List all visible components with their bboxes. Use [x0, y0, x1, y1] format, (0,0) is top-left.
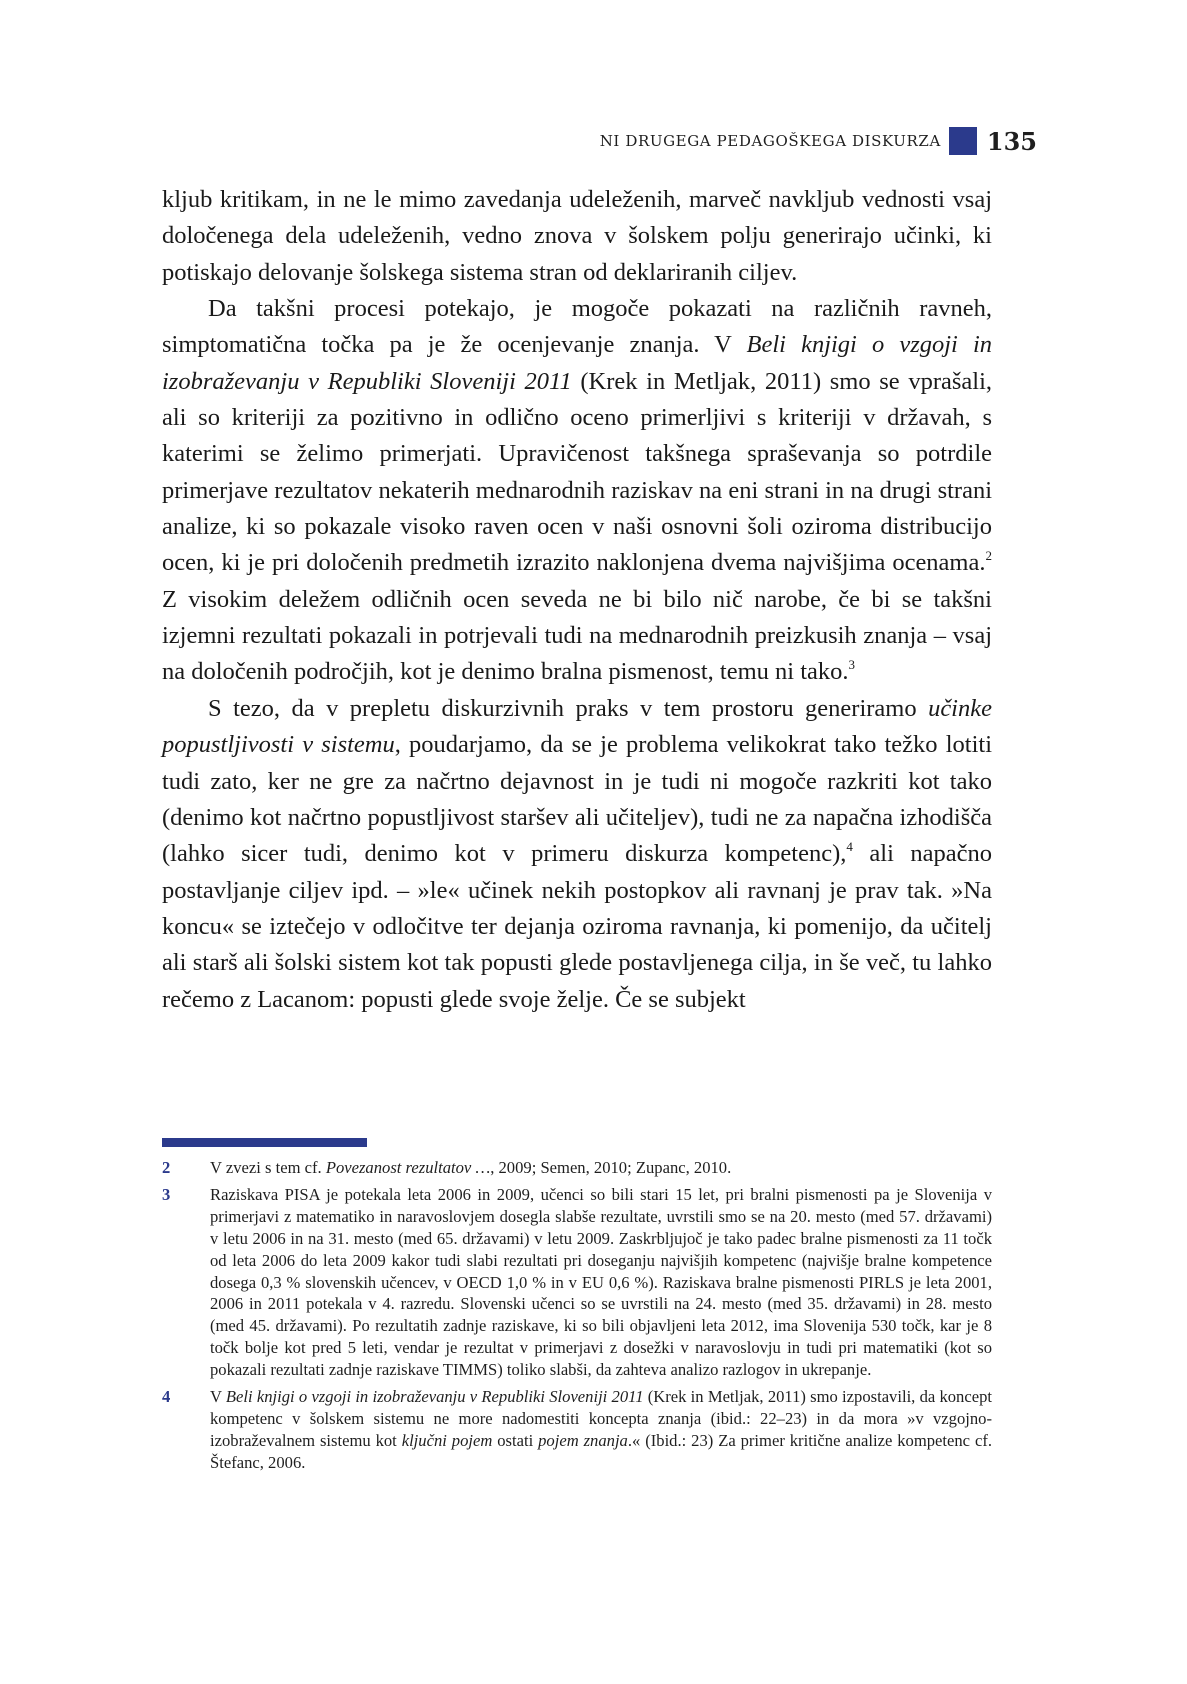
footnotes [162, 1157, 992, 1479]
footnote-italic-book-title: Beli knjigi o vzgoji in izobraževanju v Republiki Sloveniji 2011 [225, 1387, 644, 1407]
paragraph-3-text-a: S tezo, da v prepletu diskurzivnih praks v tem prostoru generiramo [208, 694, 929, 722]
footnote-number: 3 [162, 1184, 171, 1204]
footnote-text [210, 1386, 992, 1474]
paragraph-2-text-a: Da takšni procesi potekajo, je mogoče pokazati na različnih ravneh, simptomatična točka pa je že ocenjevanje znanja. V [162, 295, 992, 359]
header-square-ornament [949, 127, 977, 155]
paragraph-3-text-b: , poudarjamo, da se je problema velikokrat tako težko lotiti tudi zato, ker ne gre za načrtno dejavnost in je tudi ni mogoče razkriti kot tako (denimo kot načrtno popustljivost staršev ali učiteljev), tudi ne za napačna izhodišča (lahko sicer tudi, denimo kot v primeru diskurza kompetenc), [162, 731, 992, 868]
footnote-2 [162, 1157, 992, 1179]
footnote-number: 2 [162, 1158, 171, 1177]
paragraph-2-text-c: Z visokim deležem odličnih ocen seveda ne bi bilo nič narobe, če bi se takšni izjemni rezultati pokazali in potrjevali tudi na mednarodnih preizkusih znanja – vsaj na določenih področjih, kot je denimo bralna pismenost, temu ni tako. [162, 585, 992, 686]
page-number: 135 [986, 126, 1037, 156]
footnote-text-a: V [210, 1387, 226, 1407]
footnote-italic: Povezanost rezultatov … [325, 1158, 491, 1177]
paragraph-1 [162, 182, 992, 291]
footnote-text-b: (Krek in Metljak, 2011) smo izpostavili, da koncept kompetenc v šolskem sistemu ne more nadomestiti koncepta znanja (ibid.: 22–23) in da mora »v vzgojno-izobraževalnem sistemu kot [210, 1387, 992, 1450]
footnote-ref-4[interactable]: 4 [846, 839, 853, 855]
paragraph-3-text-c: ali napačno postavljanje ciljev ipd. – »le« učinek nekih postopkov ali ravnanj je prav tak. »Na koncu« se iztečejo v odločitve ter dejanja oziroma ravnanja, ki pomenijo, da učitelj ali starš ali šolski sistem kot tak popusti glede postavljenega cilja, in še več, tu lahko rečemo z Lacanom: popusti glede svoje želje. Če se subjekt [162, 840, 992, 1013]
footnote-ref-2[interactable]: 2 [985, 548, 992, 564]
footnote-4 [162, 1386, 992, 1474]
footnote-italic-term-2: pojem znanja [538, 1430, 628, 1450]
paragraph-1-text: kljub kritikam, in ne le mimo zavedanja udeleženih, marveč navkljub vednosti vsaj določenega dela udeleženih, vedno znova v šolskem polju generirajo učinki, ki potiskajo delovanje šolskega sistema stran od deklariranih ciljev. [162, 186, 992, 286]
book-title-italic: Beli knjigi o vzgoji in izobraževanju v Republiki Sloveniji 2011 [162, 331, 992, 395]
footnote-text-b: , 2009; Semen, 2010; Zupanc, 2010. [490, 1158, 732, 1177]
footnote-text-a: V zvezi s tem cf. [210, 1158, 326, 1177]
footnote-italic-term: ključni pojem [401, 1430, 493, 1450]
paragraph-2-text-b: (Krek in Metljak, 2011) smo se vprašali, ali so kriteriji za pozitivno in odlično oceno primerljivi s kriteriji v državah, s katerimi se želimo primerjati. Upravičenost takšnega spraševanja so potrdile primerjave rezultatov nekaterih mednarodnih raziskav na eni strani in na drugi strani analize, ki so pokazale visoko raven ocen v naši osnovni šoli oziroma distribucijo ocen, ki je pri določenih predmetih izrazito naklonjena dvema najvišjima ocenama. [162, 367, 993, 577]
footnote-number: 4 [162, 1387, 171, 1407]
paragraph-3 [162, 691, 992, 1018]
running-header [600, 126, 1037, 156]
main-text [162, 182, 992, 1018]
footnote-text-d: .« (Ibid.: 23) Za primer kritične analize kompetenc cf. Štefanc, 2006. [210, 1430, 993, 1472]
footnote-text-c: ostati [492, 1430, 539, 1450]
paragraph-2 [162, 291, 992, 691]
running-title: NI DRUGEGA PEDAGOŠKEGA DISKURZA [599, 132, 941, 150]
emphasis-italic: učinke popustljivosti v sistemu [162, 694, 992, 759]
footnote-text: Raziskava PISA je potekala leta 2006 in 2009, učenci so bili stari 15 let, pri bralni pismenosti pa je Slovenija v primerjavi z matematiko in naravoslovjem dosegla slabše rezultate, uvrstili smo se na 20. mesto (med 57. državami) v letu 2006 in na 31. mesto (med 65. državami) v letu 2009. Zaskrbljujoč je tako padec bralne pismenosti za 11 točk od leta 2006 do leta 2009 kakor tudi slabi rezultati pri doseganju najvišjih kompetenc (najvišje bralne kompetence dosega 0,3 % slovenskih učencev, v OECD 1,0 % in v EU 0,6 %). Raziskava bralne pismenosti PIRLS je leta 2001, 2006 in 2011 potekala v 4. razredu. Slovenski učenci so se uvrstili na 24. mesto (med 35. državami) in 28. mesto (med 45. državami). Po rezultatih zadnje raziskave, ki so bili objavljeni leta 2012, ima Slovenija 530 točk, kar je 8 točk bolje kot pred 5 leti, vendar je rezultat v primerjavi z dosežki v naravoslovju in tudi pri matematiki (kot so pokazali rezultati zadnje raziskave TIMMS) toliko slabši, da zahteva analizo razlogov in ukrepanje. [210, 1184, 992, 1380]
footnote-separator-rule [162, 1138, 367, 1147]
footnote-ref-3[interactable]: 3 [848, 657, 856, 673]
footnote-text [210, 1157, 992, 1179]
footnote-3 [162, 1184, 992, 1381]
